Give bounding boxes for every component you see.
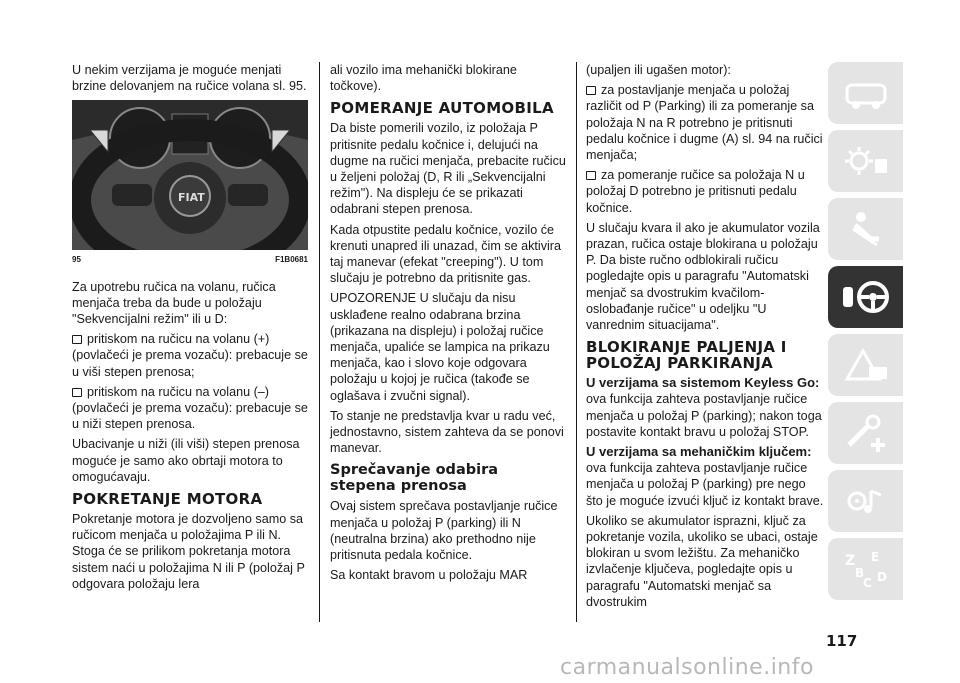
seat-safety-icon [841,209,891,249]
bullet-item: pritiskom na ručicu na volanu (–) (povlačeći je prema vozaču): prebacuje se u niži stepen prenosa. [72,384,308,432]
paragraph: U verzijama sa mehaničkim ključem: ova funkcija zahteva postavljanje ručice menjača u položaj P (parking) pre nego što je moguće izvući ključ iz kontakt brave. [586,444,824,508]
steering-wheel-illustration [72,100,308,250]
service-tools-icon [841,413,891,453]
tab-index[interactable] [828,538,903,600]
watermark: carmanualsonline.info [560,655,814,680]
section-heading: POKRETANJE MOTORA [72,490,263,509]
section-heading: POMERANJE AUTOMOBILA [330,99,554,118]
bullet-item: za postavljanje menjača u položaj različit od P (Parking) ili za pomeranje sa položaja N na R potrebno je pritisnuti pedalu kočnice i dugme (A) sl. 94 na ručici menjača; [586,83,823,163]
paragraph: U verzijama sa sistemom Keyless Go: ova funkcija zahteva postavljanje ručice menjača u položaj P (parking); nakon toga postavite kontakt bravu u položaj STOP. [586,375,822,439]
tab-safety[interactable] [828,198,903,260]
bullet-item: za pomeranje ručice sa položaja N u položaj D potrebno je pritisnuti pedalu kočnice. [586,168,805,215]
column-1 [72,62,308,596]
paragraph: Sa kontakt bravom u položaju MAR [330,568,528,583]
tab-dashboard[interactable] [828,62,903,124]
steering-key-icon [841,277,891,317]
paragraph: Ovaj sistem sprečava postavljanje ručice menjača u položaj P (parking) ili N (neutralna brzina) ako prethodno nije pritisnuta pedala kočnice. [330,499,558,563]
bullet-square-icon [72,388,82,397]
paragraph: Pokretanje motora je dozvoljeno samo sa ručicom menjača u položajima P ili N. Stoga će se prilikom pokretanja motora sistem naći u položajima N ili P (položaj P odgovara položaju lera [72,512,305,591]
page-number: 117 [826,632,858,650]
paragraph: U slučaju kvara il ako je akumulator vozila prazan, ručica ostaje blokirana u položaju P. Da biste ručno odblokirali ručicu pogledajte opis u paragrafu "Automatski menjač sa dvostrukim kvačilom- oslobađanje ručice" u odeljku "U vanrednim situacijama". [586,220,820,333]
index-letters-icon [841,549,891,589]
bullet-square-icon [586,86,596,95]
chapter-sidebar [828,62,903,606]
tab-service[interactable] [828,402,903,464]
paragraph: To stanje ne predstavlja kvar u radu već, jednostavno, sistem zahteva da se ponovi manevar. [330,408,564,456]
paragraph: Da biste pomerili vozilo, iz položaja P pritisnite pedalu kočnice i, delujući na dugme na ručici menjača, prebacite ručicu u željeni položaj (D, R ili „Sekvencijalni režim"). Na displeju će se prikazati odabrani stepen prenosa. [330,121,566,217]
lead-text: U verzijama sa mehaničkim ključem: [586,444,812,460]
svg-text:B: B [854,566,864,580]
tab-emergency[interactable] [828,334,903,396]
figure-code: F1B0681 [275,255,308,265]
svg-text:Z: Z [844,553,855,569]
media-nav-icon [841,481,891,521]
svg-text:D: D [876,570,887,584]
tab-multimedia[interactable] [828,470,903,532]
paragraph: (upaljen ili ugašen motor): [586,63,731,77]
column-divider [576,62,577,622]
paragraph: Za upotrebu ručica na volanu, ručica menjača treba da bude u položaju "Sekvencijalni režim" ili u D: [72,279,276,327]
paragraph: UPOZORENJE U slučaju da nisu usklađene realno odabrana brzina (prikazana na displeju) i položaj ručice menjača, upaliće se lampica na prikazu menjača, kao i slovo koje odgovara položaju u kojoj je ručica (takođe se oglašava i zvučni signal). [330,291,550,403]
figure-caption [72,252,308,268]
emergency-triangle-icon [841,345,891,385]
column-divider [319,62,320,622]
tab-warning-lights[interactable] [828,130,903,192]
column-2 [330,62,566,587]
bullet-item: pritiskom na ručicu na volanu (+) (povlačeći je prema vozaču): prebacuje se u viši stepen prenosa; [72,332,308,379]
tab-driving[interactable] [828,266,903,328]
svg-text:C: C [862,576,872,589]
paragraph: Kada otpustite pedalu kočnice, vozilo će krenuti unapred ili unazad, čim se aktivira taj manevar (efekat "creeping"). U tom slučaju je potrebno da pritisnite gas. [330,222,561,286]
bullet-square-icon [72,335,82,344]
steering-wheel-figure [72,100,308,250]
car-dashboard-icon [841,73,891,113]
warning-lights-icon [841,141,891,181]
column-3 [586,62,824,614]
svg-text:E: E [870,550,879,564]
lead-text: U verzijama sa sistemom Keyless Go: [586,375,820,391]
svg-text:FIAT: FIAT [178,191,205,205]
paragraph: Ukoliko se akumulator isprazni, ključ za pokretanje vozila, ukoliko se ubaci, ostaje blokiran u svom ležištu. Za mehaničko izvlačenje ključeva, pogledajte opis u paragrafu "Automatski menjač sa dvostrukim [586,513,818,609]
paragraph: ali vozilo ima mehanički blokirane točkove). [330,63,517,94]
section-heading: BLOKIRANJE PALJENJA I POLOŽAJ PARKIRANJA [586,338,787,373]
paragraph: Ubacivanje u niži (ili viši) stepen prenosa moguće je samo ako obrtaji motora to omogućavaju. [72,437,300,484]
bullet-square-icon [586,171,596,180]
figure-number: 95 [72,255,81,265]
subsection-heading: Sprečavanje odabira stepena prenosa [330,462,499,495]
paragraph: U nekim verzijama je moguće menjati brzine delovanjem na ručice volana sl. 95. [72,63,307,94]
